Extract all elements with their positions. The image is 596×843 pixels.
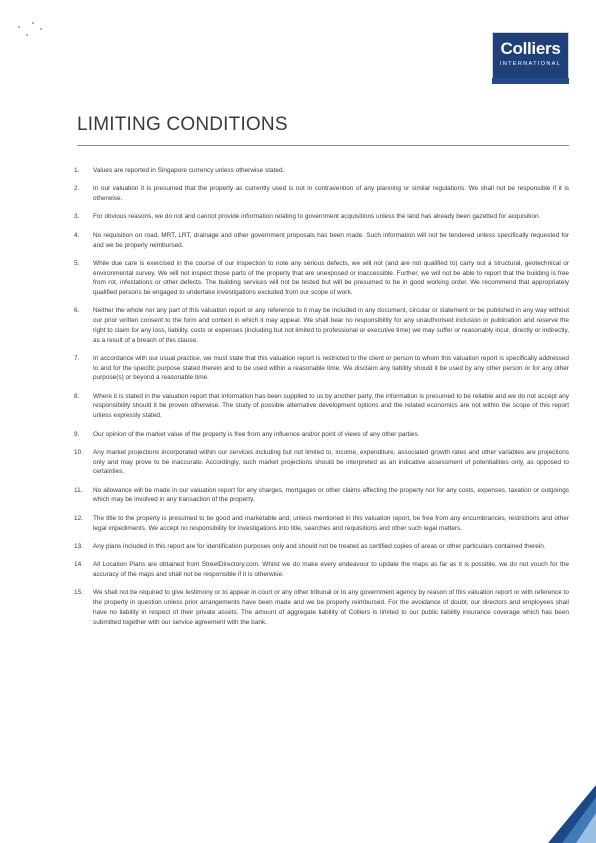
condition-number: 5. — [74, 259, 80, 267]
condition-text: In our valuation it is presumed that the property as currently used is not in contravention of any planning or similar regulations. We shall not be responsible if it is otherwise. — [93, 185, 569, 203]
page-title: LIMITING CONDITIONS — [77, 114, 288, 135]
condition-number: 8. — [74, 392, 80, 400]
corner-stripe-decoration — [542, 783, 596, 843]
condition-number: 11. — [74, 486, 83, 494]
condition-item — [74, 588, 569, 627]
condition-text: Any market projections incorporated within our services including but not limited to, income, expenditure, associated growth rates and other variables are projections only and may prove to be inaccurate. Accordingly, such market projections should be interpreted as an indicative assessment of potentialities only, as opposed to certainties. — [93, 448, 569, 476]
condition-text: The title to the property is presumed to be good and marketable and, unless mentioned in this valuation report, be free from any encumbrances, restrictions and other legal impediments. We accept no responsibility for investigations into title, searches and requisitions and other such legal matters. — [93, 514, 569, 532]
condition-number: 7. — [74, 354, 80, 362]
condition-number: 15. — [74, 589, 83, 597]
logo-name: Colliers — [500, 39, 561, 58]
condition-number: 12. — [74, 514, 83, 522]
title-divider — [77, 145, 569, 146]
condition-number: 10. — [74, 448, 83, 456]
condition-number: 13. — [74, 542, 83, 550]
condition-item — [74, 430, 569, 440]
condition-text: We shall not be required to give testimony or to appear in court or any other tribunal or to any government agency by reason of this valuation report or with reference to the property in question unless prior arrangements have been made and we be properly reimbursed. For the avoidance of doubt, our directors and employees shall have no liability in respect of their private assets. The amount of aggregate liability of Colliers is limited to our public liability insurance coverage which has been submitted together with our service agreement with the bank. — [93, 589, 569, 626]
condition-item — [74, 166, 569, 176]
condition-text: Where it is stated in the valuation report that information has been supplied to us by another party, the information is presumed to be reliable and we do not accept any responsibility should it be proven otherwise. The study of possible alternative development options and the related economics are not within the scope of this report unless expressly stated. — [93, 392, 569, 420]
condition-item — [74, 448, 569, 477]
condition-item — [74, 306, 569, 345]
condition-number: 9. — [74, 430, 80, 438]
logo-bar — [492, 78, 569, 84]
condition-text: While due care is exercised in the course of our inspection to note any serious defects, we will not (and are not qualified to) carry out a structural, geotechnical or environmental survey. We will not inspect those parts of the property that are unexposed or inaccessible. Further, we will not be able to report that the building is free from rot, infestations or other defects. The building services will not be tested but will be presumed to be in good working order. We recommend that appropriately qualified persons be engaged to undertake investigations excluded from our scope of work. — [93, 259, 569, 297]
condition-number: 4. — [74, 231, 80, 239]
condition-text: For obvious reasons, we do not and cannot provide information relating to government acquisitions unless the land has already been gazetted for acquisition. — [93, 213, 541, 221]
condition-text: No allowance will be made in our valuation report for any charges, mortgages or other claims affecting the property nor for any costs, expenses, taxation or outgoings which may be involved in any transaction of the property. — [93, 486, 569, 504]
condition-item — [74, 259, 569, 298]
conditions-list — [74, 166, 569, 636]
condition-number: 1. — [74, 167, 80, 174]
condition-number: 14. — [74, 561, 83, 569]
colliers-logo — [492, 32, 569, 84]
condition-item — [74, 212, 569, 222]
condition-item — [74, 560, 569, 579]
condition-text: Values are reported in Singapore currency unless otherwise stated. — [93, 167, 285, 174]
logo-subtitle: INTERNATIONAL — [499, 61, 562, 67]
condition-text: In accordance with our usual practice, we must state that this valuation report is restricted to the client or person to whom this valuation report is specifically addressed to and for the specific purpose stated therein and to be used within a reasonable time. We disclaim any liability should it be used by any other person or for any other purpose(s) or beyond a reasonable time. — [93, 354, 569, 382]
condition-item — [74, 184, 569, 203]
condition-number: 3. — [74, 213, 80, 221]
condition-item — [74, 514, 569, 533]
condition-item — [74, 231, 569, 250]
condition-item — [74, 542, 569, 552]
condition-number: 6. — [74, 307, 80, 315]
condition-text: Our opinion of the market value of the property is free from any influence and/or point of views of any other parties. — [93, 430, 420, 438]
condition-item — [74, 392, 569, 421]
condition-text: All Location Plans are obtained from StreetDirectory.com. Whilst we do make every endeavour to update the maps as far as it is possible, we do not vouch for the accuracy of the maps and shall not be responsible if it is otherwise. — [93, 561, 569, 579]
condition-item — [74, 486, 569, 505]
condition-text: No requisition on road, MRT, LRT, drainage and other government proposals has been made. Such information will not be tendered unless specifically requested for and we be properly reimbursed. — [93, 231, 569, 249]
condition-text: Any plans included in this report are for identification purposes only and should not be treated as certified copies of areas or other particulars contained therein. — [93, 542, 546, 550]
condition-item — [74, 354, 569, 383]
condition-text: Neither the whole nor any part of this valuation report or any reference to it may be included in any document, circular or statement or be published in any way without our prior written consent to the form and context in which it may appear. We shall bear no responsibility for any unauthorised inclusion or publication and reserve the right to claim for any loss, liability, costs or expenses (including but not limited to professional or executive time) we may suffer or reasonably incur, directly or indirectly, as a result of a breach of this clause. — [93, 307, 569, 344]
scan-specks — [18, 20, 48, 40]
condition-number: 2. — [74, 185, 80, 193]
